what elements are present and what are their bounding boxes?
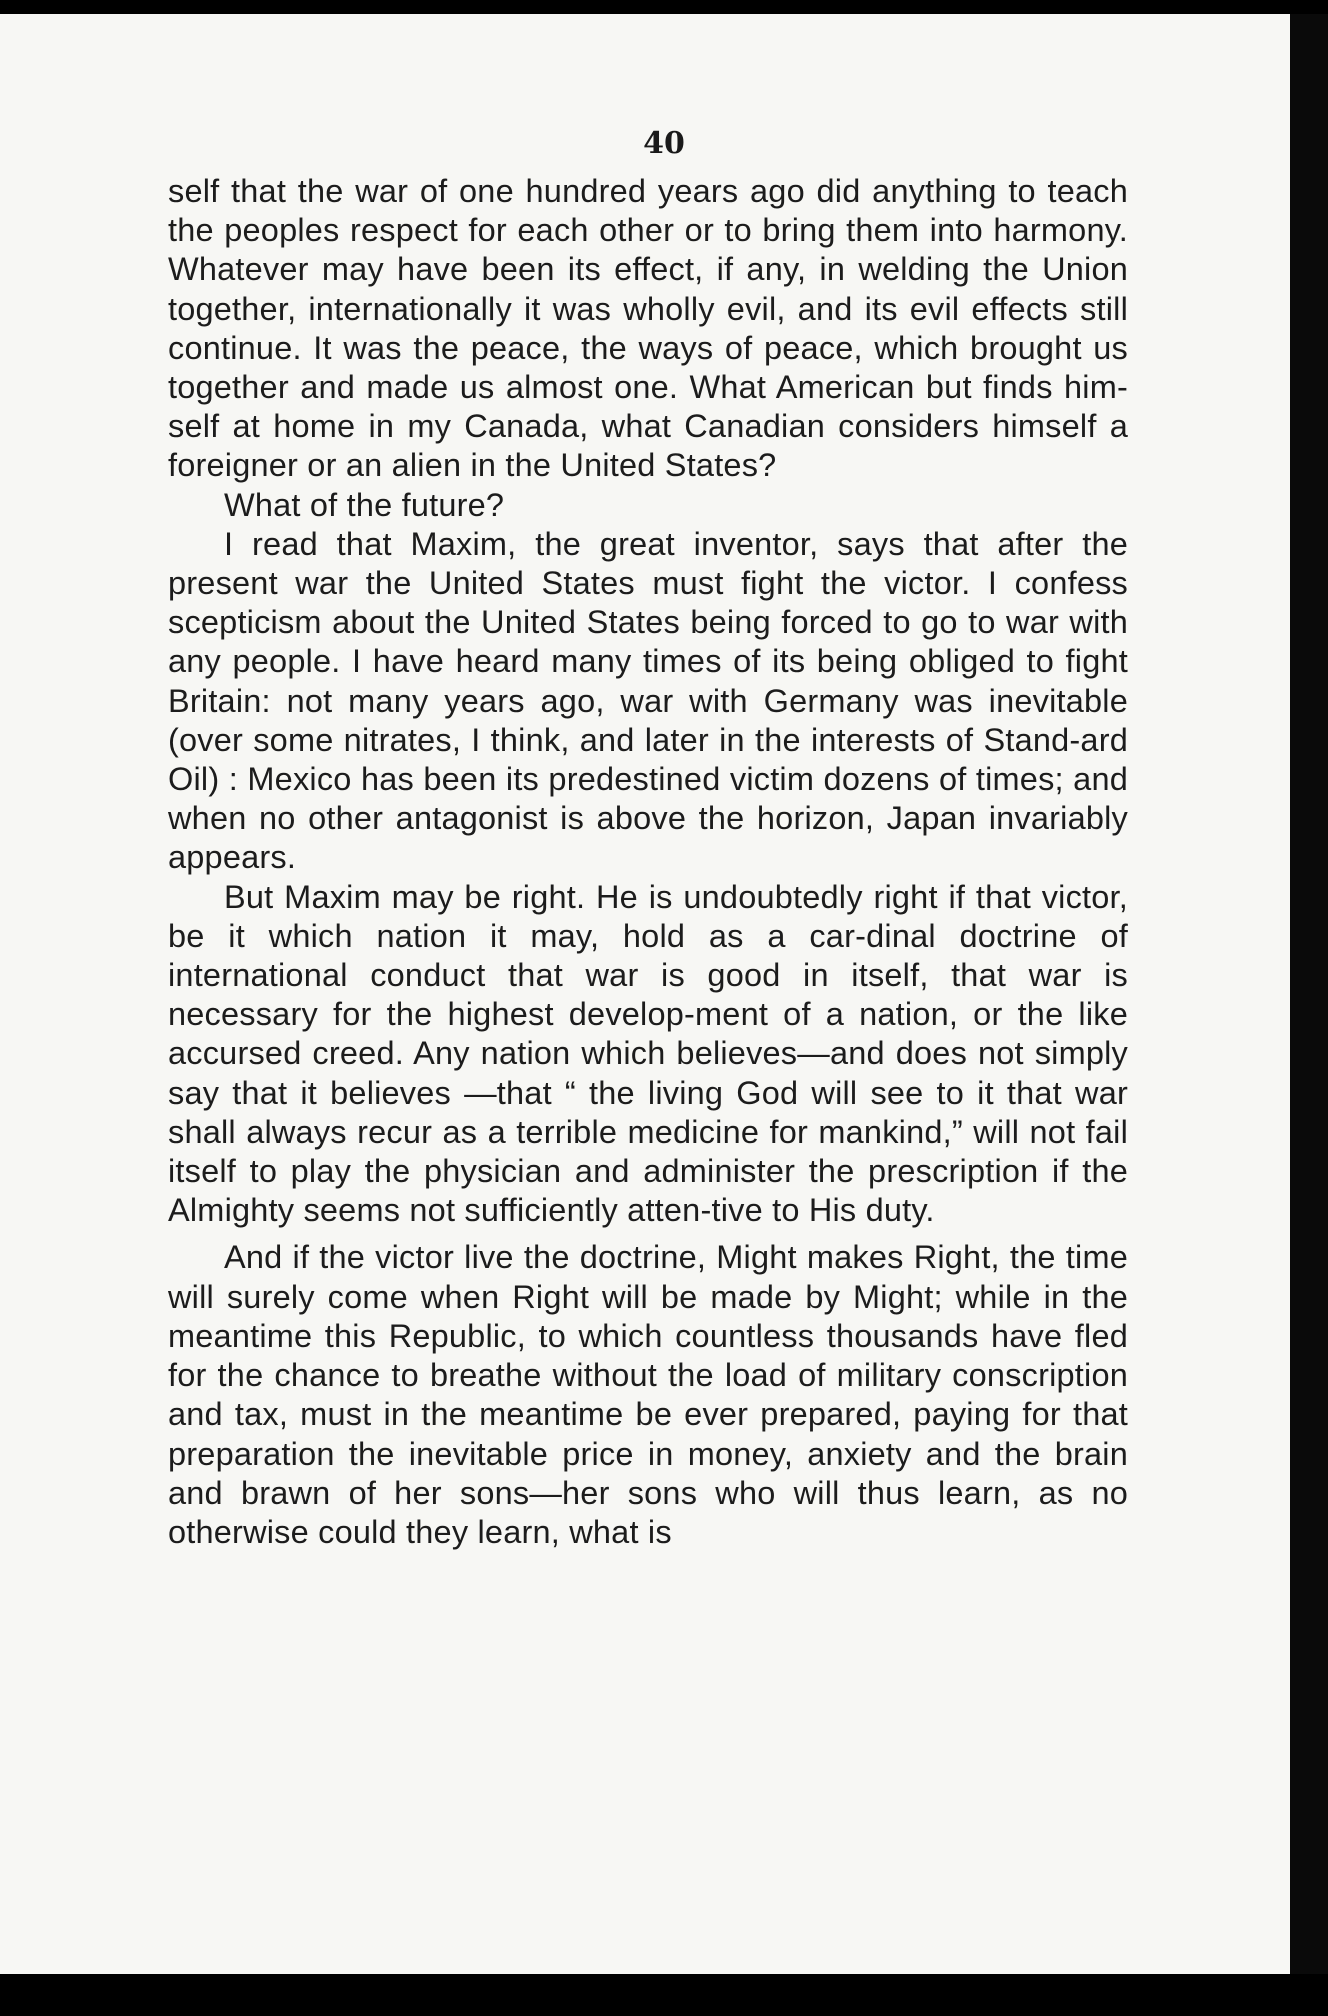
body-text	[168, 172, 1128, 1552]
paragraph-4: But Maxim may be right. He is undoubtedly right if that victor, be it which nation it may, hold as a car-dinal doctrine of international conduct that war is good in itself, that war is necessary for the highest develop-ment of a nation, or the like accursed creed. Any nation which believes—and does not simply say that it believes —that “ the living God will see to it that war shall always recur as a terrible medicine for mankind,” will not fail itself to play the physician and administer the prescription if the Almighty seems not sufficiently atten-tive to His duty.	[168, 878, 1128, 1229]
page-edge-shadow	[1290, 14, 1328, 1974]
paragraph-2: What of the future?	[224, 486, 505, 523]
page-number: 40	[643, 126, 685, 161]
paragraph-3: I read that Maxim, the great inventor, says that after the present war the United States must fight the victor. I confess scepticism about the United States being forced to go to war with any people. I have heard many times of its being obliged to fight Britain: not many years ago, war with Germany was inevitable (over some nitrates, I think, and later in the interests of Stand-ard Oil) : Mexico has been its predestined victim dozens of times; and when no other antagonist is above the horizon, Japan invariably appears.	[168, 525, 1128, 876]
paragraph-5: And if the victor live the doctrine, Might makes Right, the time will surely come when Right will be made by Might; while in the meantime this Republic, to which countless thousands have fled for the chance to breathe without the load of military conscription and tax, must in the meantime be ever prepared, paying for that preparation the inevitable price in money, anxiety and the brain and brawn of her sons—her sons who will thus learn, as no otherwise could they learn, what is	[168, 1239, 1128, 1550]
paragraph-1: self that the war of one hundred years ago did anything to teach the peoples respect for each other or to bring them into harmony. Whatever may have been its effect, if any, in welding the Union together, internationally it was wholly evil, and its evil effects still continue. It was the peace, the ways of peace, which brought us together and made us almost one. What American but finds him-self at home in my Canada, what Canadian considers himself a foreigner or an alien in the United States?	[168, 173, 1128, 484]
